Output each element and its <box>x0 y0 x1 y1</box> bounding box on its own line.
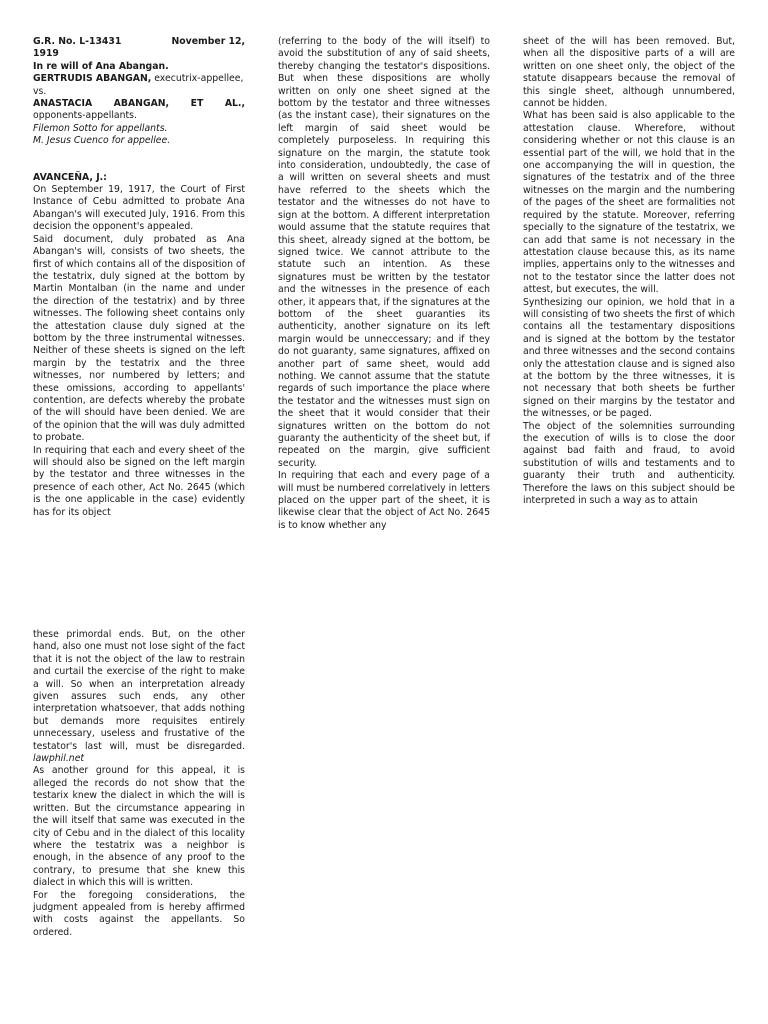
appellee-name: GERTRUDIS ABANGAN, <box>33 73 152 85</box>
appellant-name: ANASTACIA ABANGAN, ET AL., <box>33 98 245 110</box>
column-3 <box>523 36 735 507</box>
paragraph-2: Said document, duly probated as Ana Abangan's will, consists of two sheets, the first of which contains all of the disposition of the testatrix, duly signed at the bottom by Martin Montalban (in the name and under the direction of the testatrix) and by three witnesses. The following sheet contains only the attestation clause duly signed at the bottom by the three instrumental witnesses. Neither of these sheets is signed on the left margin by the testatrix and the three witnesses, nor numbered by letters; and these omissions, according to appellants' contention, are defects whereby the probate of the will should have been denied. We are of the opinion that the will was duly admitted to probate. <box>33 233 245 444</box>
decision-date: November 12, <box>171 36 245 47</box>
column-2 <box>278 36 490 532</box>
case-header-row <box>33 36 245 48</box>
paragraph-8: As another ground for this appeal, it is alleged the records do not show that the testarix knew the dialect in which the will is written. But the circumstance appearing in the will itself that same was executed in the city of Cebu and in the dialect of this locality where the testatrix was a neighbor is enough, in the absence of any proof to the contrary, to presume that she knew this dialect in which this will is written. <box>33 765 245 889</box>
paragraph-6: Synthesizing our opinion, we hold that in a will consisting of two sheets the first of which contains all the testamentary dispositions and is signed at the bottom by the testator and three witnesses and the second contains only the attestation clause and is signed also at the bottom by the three witnesses, it is not necessary that both sheets be further signed on their margins by the testator and the witnesses, or be paged. <box>523 296 736 420</box>
appellant-role: opponents-appellants. <box>33 110 137 122</box>
paragraph-9: For the foregoing considerations, the judgment appealed from is hereby affirmed with costs against the appellants. So ordered. <box>33 889 245 938</box>
paragraph-3-cont: (referring to the body of the will itself) to avoid the substitution of any of said sheets, thereby changing the testator's dispositions. But when these dispositions are wholly written on only one sheet signed at the bottom by the testator and three witnesses (as the instant case), their signatures on the left margin of said sheet would be completely purposeless. In requiring this signature on the margin, the statute took into consideration, undoubtedly, the case of a will written on several sheets and must have referred to the sheets which the testator and the witnesses do not have to sign at the bottom. A different interpretation would assume that the statute requires that this sheet, already signed at the bottom, be signed twice. We cannot attribute to the statute such an intention. As these signatures must be written by the testator and the witnesses in the presence of each other, it appears that, if the signatures at the bottom of the sheet guaranties its authenticity, another signature on its left margin would be unneccessary; and if they do not guaranty, same signatures, affixed on another part of same sheet, would add nothing. We cannot assume that the statute regards of such importance the place where the testator and the witnesses must sign on the sheet that it would consider that their signatures written on the bottom do not guaranty the authenticity of the sheet but, if repeated on the margin, give sufficient security. <box>278 36 490 469</box>
case-title: In re will of Ana Abangan. <box>33 60 169 72</box>
paragraph-1: On September 19, 1917, the Court of First Instance of Cebu admitted to probate Ana Abangan's will executed July, 1916. From this decision the opponent's appealed. <box>33 184 245 233</box>
column-4 <box>33 629 245 939</box>
paragraph-7-cont <box>33 629 245 765</box>
watermark-text: lawphil.net <box>33 753 85 765</box>
appellee-line <box>33 73 245 85</box>
ponente: AVANCEÑA, J.: <box>33 171 107 183</box>
appellee-role: executrix-appellee, <box>154 73 244 85</box>
versus: vs. <box>33 85 47 97</box>
paragraph-4-cont: sheet of the will has been removed. But, when all the dispositive parts of a will are written on one sheet only, the object of the statute disappears because the removal of this single sheet, although unnumbered, cannot be hidden. <box>523 36 735 110</box>
paragraph-4-start: In requiring that each and every page of a will must be numbered correlatively in letters placed on the upper part of the sheet, it is likewise clear that the object of Act No. 2645 is to know whether any <box>278 470 490 531</box>
paragraph-5: What has been said is also applicable to the attestation clause. Wherefore, without considering whether or not this clause is an essential part of the will, we hold that in the one accompanying the will in question, the signatures of the testatrix and of the three witnesses on the margin and the numbering of the pages of the sheet are formalities not required by the statute. Moreover, referring specially to the signature of the testatrix, we can add that same is not necessary in the attestation clause because this, as its name implies, appertains only to the witnesses and not to the testator since the latter does not attest, but executes, the will. <box>523 110 735 296</box>
decision-year: 1919 <box>33 48 59 60</box>
appellant-line <box>33 98 245 123</box>
counsel-appellants: Filemon Sotto for appellants. <box>33 122 168 134</box>
counsel-appellee: M. Jesus Cuenco for appellee. <box>33 135 171 147</box>
paragraph-7-start: The object of the solemnities surrounding the execution of wills is to close the door against bad faith and fraud, to avoid substitution of wills and testaments and to guaranty their truth and authenticity. Therefore the laws on this subject should be interpreted in such a way as to attain <box>523 420 735 507</box>
paragraph-3-start: In requiring that each and every sheet of the will should also be signed on the left margin by the testator and three witnesses in the presence of each other, Act No. 2645 (which is the one applicable in the case) evidently has for its object <box>33 444 245 518</box>
column-1 <box>33 36 245 519</box>
case-number: G.R. No. L-13431 <box>33 36 122 47</box>
paragraph-7-cont-text: these primordal ends. But, on the other hand, also one must not lose sight of the fact that it is not the object of the law to restrain and curtail the exercise of the right to make a will. So when an interpretation already given assures such ends, any other interpretation whatsoever, that adds nothing but demands more requisites entirely unnecessary, useless and frustative of the testator's last will, must be disregarded. <box>33 629 245 752</box>
